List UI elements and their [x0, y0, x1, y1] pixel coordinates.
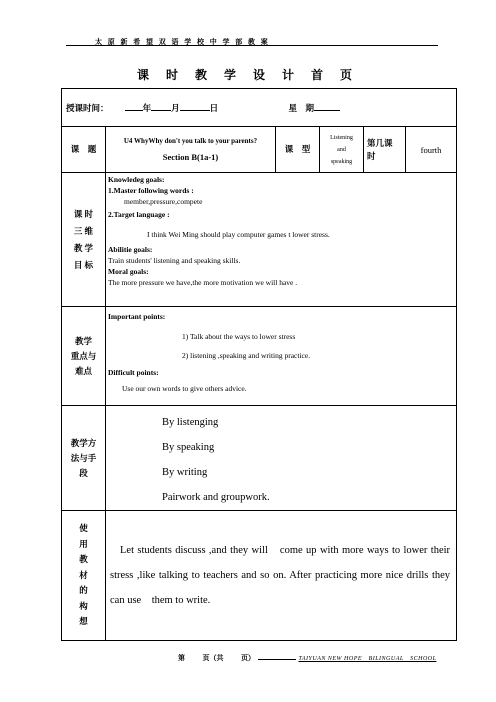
goals-row: [62, 173, 457, 307]
topic-label: 课 题: [62, 127, 106, 173]
lesson-plan-table: [61, 88, 457, 641]
method-item: By writing: [162, 467, 208, 478]
period-label-line: 第几课: [367, 137, 393, 148]
important-point-2: 2) listening ,speaking and writing practice.: [182, 351, 311, 360]
methods-label-line: 法与手: [70, 452, 97, 463]
methods-label-line: 段: [79, 467, 88, 478]
type-value: [320, 127, 364, 173]
materials-label-char: 构: [79, 600, 88, 611]
month-label: 月: [171, 103, 180, 113]
difficult-text: Use our own words to give others advice.: [122, 384, 247, 393]
period-label: [364, 127, 406, 173]
type-value-line: speaking: [330, 158, 353, 165]
methods-label-line: 教学方: [70, 437, 97, 448]
words-list: member,pressure,compete: [124, 197, 203, 206]
materials-label-char: 的: [79, 585, 88, 596]
materials-text: Let students discuss ,and they will come up with more ways to lower their stress ,like talking to teachers and so on. After practicing more nice drills they can use them to write.: [110, 545, 451, 606]
type-value-line: Listening: [330, 134, 353, 141]
day-label: 日: [209, 103, 219, 113]
year-label: 年: [142, 103, 152, 113]
footer-school: TAIYUAN NEW HOPE BILINGUAL SCHOOL: [298, 656, 437, 662]
points-row: [62, 307, 457, 406]
methods-row: [62, 406, 457, 511]
method-item: By listenging: [162, 417, 219, 428]
weekday-label: 星 期: [288, 103, 314, 113]
target-sentence: I think Wei Ming should play computer games t lower stress.: [147, 230, 330, 239]
footer-page-prefix: 第: [178, 654, 185, 662]
points-label-line: 重点与: [70, 350, 97, 361]
year-blank[interactable]: [125, 101, 143, 111]
points-label: [62, 307, 106, 406]
materials-label-char: 想: [79, 616, 88, 627]
type-label: 课 型: [276, 127, 320, 173]
ability-text: Train students' listening and speaking skills.: [108, 256, 241, 265]
period-label-line: 时: [367, 150, 376, 161]
moral-text: The more pressure we have,the more motivation we will have .: [108, 278, 298, 287]
moral-heading: Moral goals:: [108, 267, 149, 276]
page-footer: [178, 653, 436, 663]
method-item: Pairwork and groupwork.: [162, 492, 270, 503]
difficult-heading: Difficult points:: [108, 368, 159, 377]
footer-rule: [258, 653, 296, 660]
knowledge-heading: Knowledeg goals:: [108, 175, 165, 184]
goals-label-line: 课 时: [73, 208, 94, 219]
weekday-blank[interactable]: [314, 101, 340, 111]
ability-heading: Abilitie goals:: [108, 245, 153, 254]
day-blank[interactable]: [180, 101, 210, 111]
footer-page-suffix: 页）: [241, 654, 255, 662]
goals-label: [62, 173, 106, 307]
points-label-line: 教学: [74, 335, 92, 346]
important-heading: Important points:: [108, 312, 166, 321]
month-blank[interactable]: [151, 101, 171, 111]
materials-label-char: 使: [79, 523, 88, 534]
points-label-line: 难点: [74, 365, 92, 376]
header-rule: [66, 45, 438, 46]
section-title: Section B(1a-1): [162, 152, 219, 162]
materials-row: [62, 511, 457, 641]
topic-row: [62, 127, 457, 173]
unit-title: U4 WhyWhy don't you talk to your parents?: [123, 137, 258, 145]
time-row: [62, 89, 457, 127]
type-value-line: and: [337, 146, 346, 153]
footer-page-middle: 页（共: [202, 654, 224, 662]
method-item: By speaking: [162, 442, 215, 453]
goals-label-line: 三 维: [73, 225, 94, 236]
page-title: 课 时 教 学 设 计 首 页: [136, 68, 359, 82]
target-heading: 2.Target language :: [108, 210, 170, 219]
important-point-1: 1) Talk about the ways to lower stress: [182, 332, 296, 341]
methods-label: [62, 406, 106, 511]
goals-label-line: 目 标: [73, 259, 94, 270]
time-label: 授课时间：: [66, 103, 109, 113]
master-heading: 1.Master following words :: [108, 186, 194, 195]
period-value: fourth: [406, 127, 457, 173]
materials-label-char: 用: [79, 538, 88, 549]
materials-label: [62, 511, 106, 641]
goals-label-line: 教 学: [73, 242, 94, 253]
school-header: 太 原 新 希 望 双 语 学 校 中 学 部 教 案: [95, 38, 270, 46]
materials-label-char: 材: [79, 569, 88, 580]
materials-label-char: 教: [79, 554, 88, 565]
